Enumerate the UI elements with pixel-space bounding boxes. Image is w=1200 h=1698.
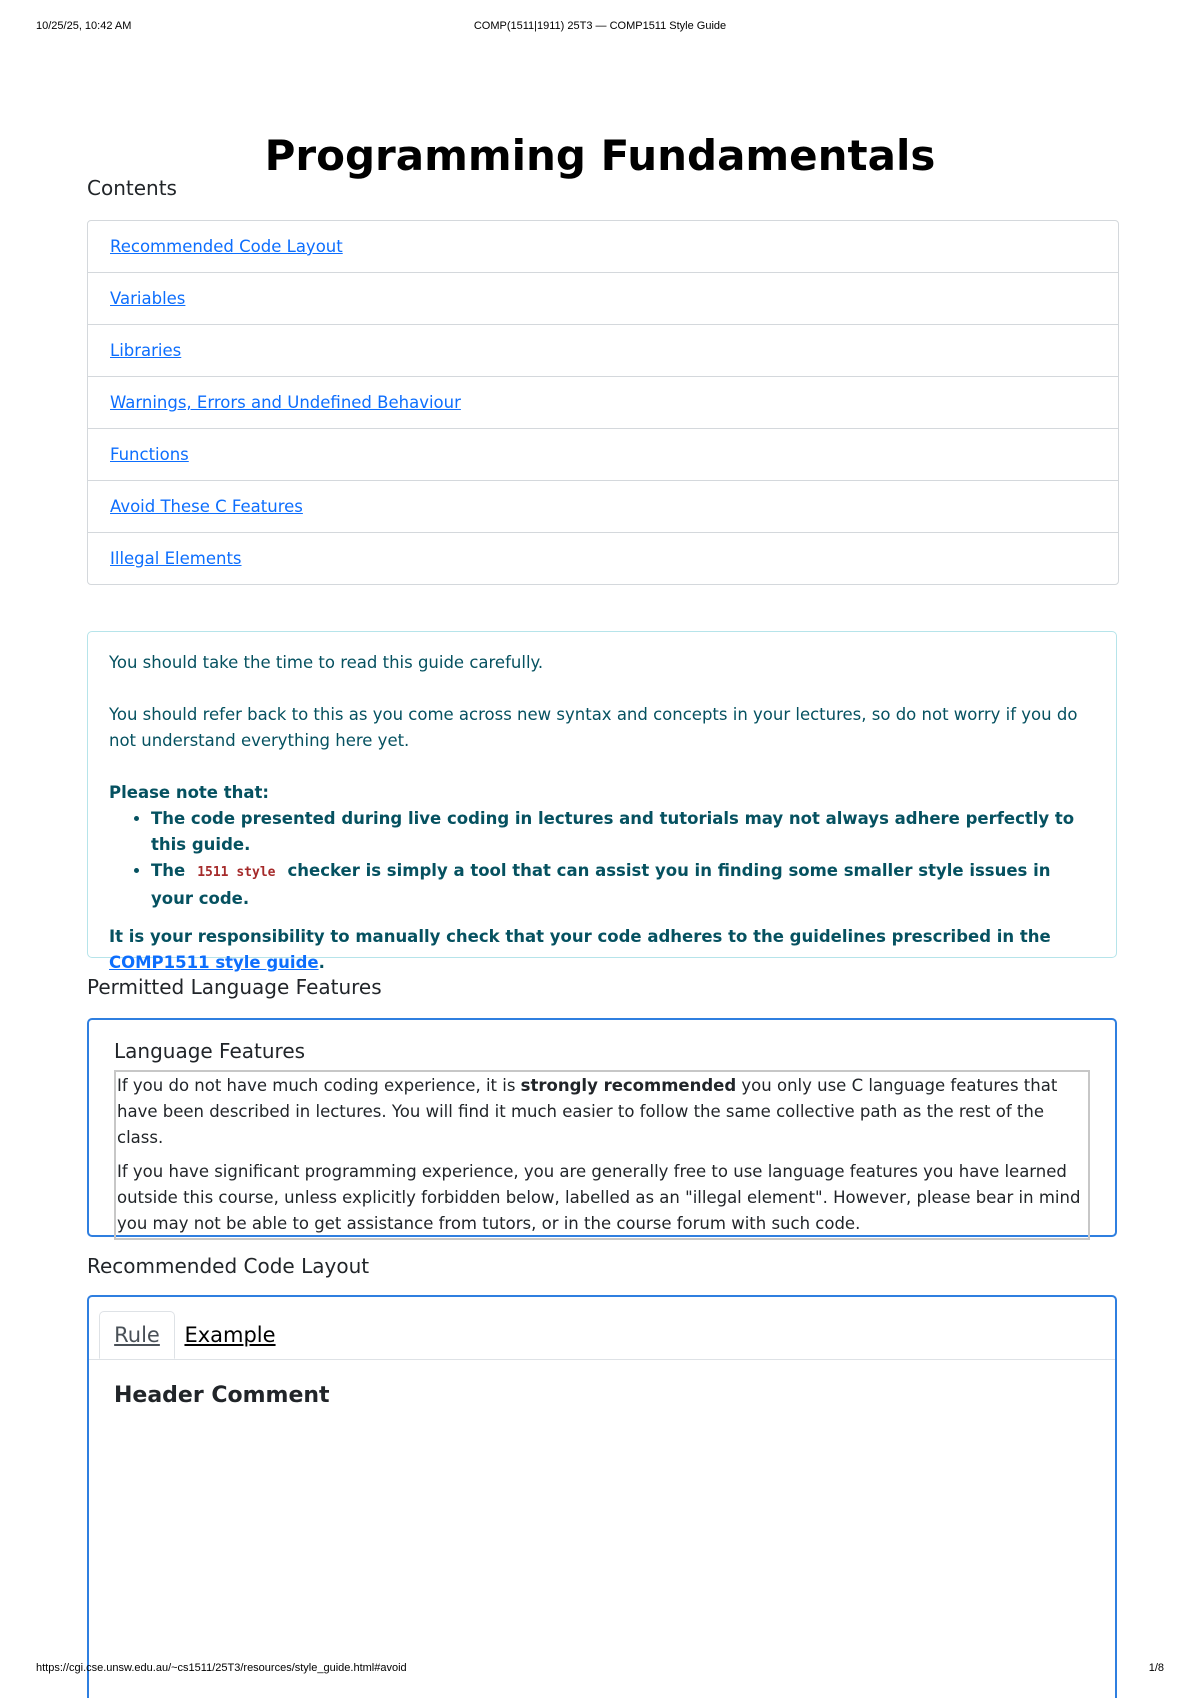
toc-item <box>88 377 1118 429</box>
card-title: Language Features <box>114 1039 306 1063</box>
toc-item <box>88 273 1118 325</box>
note-paragraph: You should take the time to read this guide carefully. <box>109 653 544 672</box>
toc-item <box>88 429 1118 481</box>
toc-link-warnings-errors[interactable]: Warnings, Errors and Undefined Behaviour <box>110 393 461 412</box>
permitted-heading: Permitted Language Features <box>87 975 382 999</box>
note-list <box>109 806 1095 912</box>
toc-link-recommended-code-layout[interactable]: Recommended Code Layout <box>110 237 343 256</box>
toc-link-functions[interactable]: Functions <box>110 445 189 464</box>
card-body <box>114 1070 1090 1240</box>
toc-link-libraries[interactable]: Libraries <box>110 341 182 360</box>
print-page-number: 1/8 <box>1148 1662 1164 1674</box>
table-of-contents <box>87 220 1119 585</box>
code-layout-heading: Recommended Code Layout <box>87 1254 370 1278</box>
card-paragraph: If you have significant programming experience, you are generally free to use language features you have learned outside this course, unless explicitly forbidden below, labelled as an "illegal element". However, please bear in mind you may not be able to get assistance from tutors, or in the course forum with such code. <box>117 1162 1081 1233</box>
list-item: • The code presented during live coding in lectures and tutorials may not always adhere perfectly to this guide. <box>151 806 1095 858</box>
print-page-title: COMP(1511|1911) 25T3 — COMP1511 Style Guide <box>473 20 727 32</box>
style-guide-link[interactable]: COMP1511 style guide <box>109 953 319 972</box>
tab-bar <box>89 1297 1115 1360</box>
note-paragraph: You should refer back to this as you come across new syntax and concepts in your lectures, so do not worry if you do not understand everything here yet. <box>109 705 1078 750</box>
info-alert <box>87 631 1117 972</box>
toc-item <box>88 481 1118 533</box>
toc-item <box>88 221 1118 273</box>
subheading: Header Comment <box>114 1383 330 1408</box>
code-layout-card <box>87 1295 1117 1698</box>
list-item: • The 1511 style checker is simply a tool that can assist you in finding some smaller style issues in your code. <box>151 858 1095 912</box>
toc-item <box>88 533 1118 584</box>
tab-example[interactable]: Example <box>184 1323 276 1347</box>
print-footer <box>36 1662 1164 1678</box>
responsibility-statement: It is your responsibility to manually check that your code adheres to the guidelines prescribed in the COMP1511 style guide. <box>109 927 1051 972</box>
toc-link-illegal-elements[interactable]: Illegal Elements <box>110 549 242 568</box>
please-note-label: Please note that: <box>109 783 269 802</box>
toc-link-variables[interactable]: Variables <box>110 289 186 308</box>
toc-link-avoid-c-features[interactable]: Avoid These C Features <box>110 497 303 516</box>
card-paragraph: If you do not have much coding experience, it is strongly recommended you only use C language features that have been described in lectures. You will find it much easier to follow the same collective path as the rest of the class. <box>117 1076 1058 1147</box>
print-datetime: 10/25/25, 10:42 AM <box>36 20 132 32</box>
contents-heading: Contents <box>87 176 177 200</box>
print-url: https://cgi.cse.unsw.edu.au/~cs1511/25T3/resources/style_guide.html#avoid <box>36 1662 407 1674</box>
tab-rule[interactable]: Rule <box>99 1311 175 1359</box>
print-header <box>36 20 1164 36</box>
toc-item <box>88 325 1118 377</box>
inline-code: 1511 style <box>197 865 276 880</box>
page-title: Programming Fundamentals <box>264 131 936 180</box>
language-features-card <box>87 1018 1117 1237</box>
